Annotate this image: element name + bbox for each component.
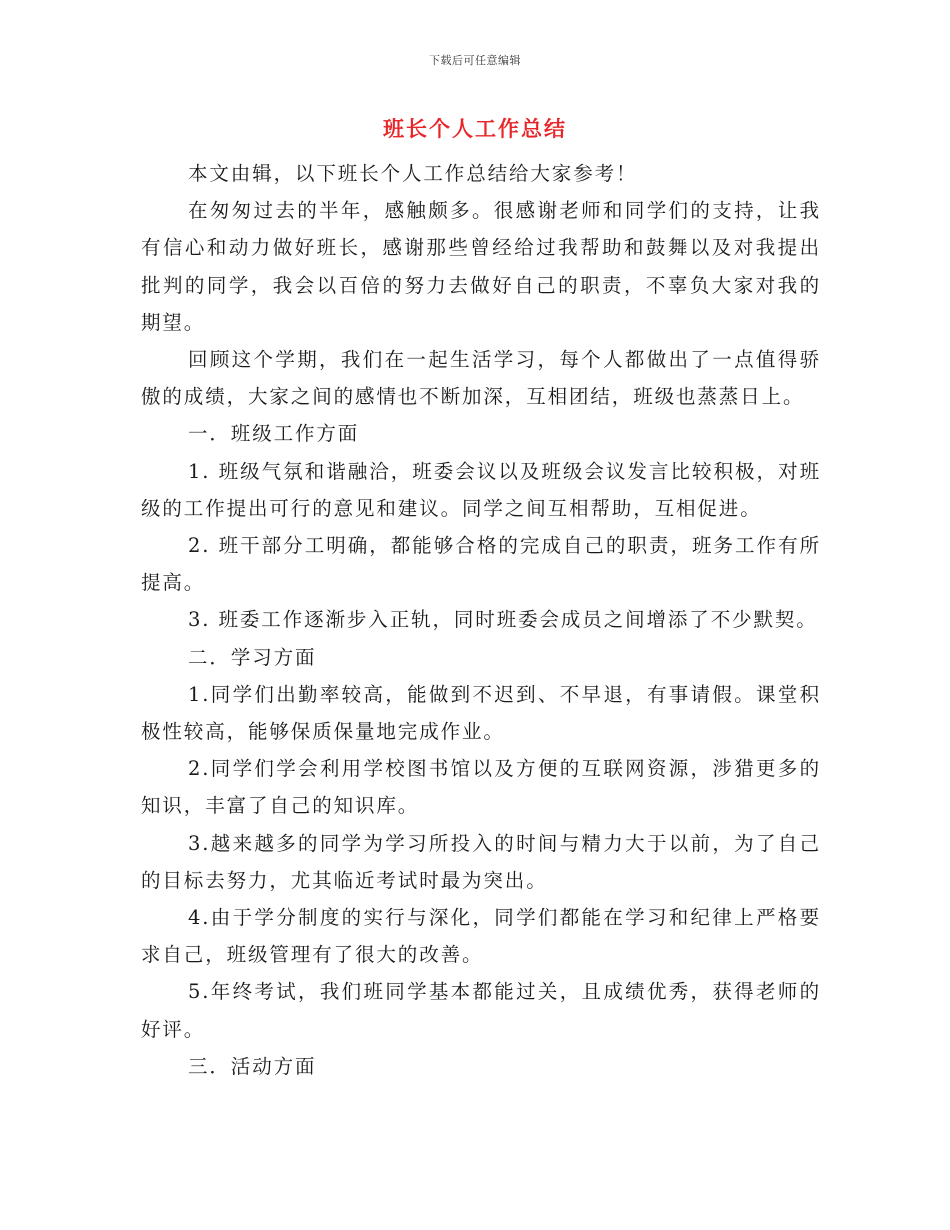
list-item: 1.同学们出勤率较高，能做到不迟到、不早退，有事请假。课堂积极性较高，能够保质保量地完成作业。 (141, 682, 821, 744)
section-heading: 一．班级工作方面 (188, 422, 360, 446)
paragraph: 在匆匆过去的半年，感触颇多。很感谢老师和同学们的支持，让我有信心和动力做好班长，感谢那些曾经给过我帮助和鼓舞以及对我提出批判的同学，我会以百倍的努力去做好自己的职责，不辜负大家对我的期望。 (141, 199, 821, 334)
list-item: 5.年终考试，我们班同学基本都能过关，且成绩优秀，获得老师的好评。 (141, 980, 821, 1041)
list-item: 3. 班委工作逐渐步入正轨，同时班委会成员之间增添了不少默契。 (188, 608, 818, 632)
paragraph-intro: 本文由辑，以下班长个人工作总结给大家参考！ (188, 162, 638, 185)
list-item: 3.越来越多的同学为学习所投入的时间与精力大于以前，为了自己的目标去努力，尤其临近考试时最为突出。 (141, 831, 821, 892)
header-note: 下载后可任意编辑 (429, 54, 521, 67)
list-item: 1. 班级气氛和谐融洽，班委会议以及班级会议发言比较积极，对班级的工作提出可行的意见和建议。同学之间互相帮助，互相促进。 (141, 459, 821, 520)
list-item: 2.同学们学会利用学校图书馆以及方便的互联网资源，涉猎更多的知识，丰富了自己的知识库。 (141, 757, 821, 818)
document-body (141, 155, 821, 1085)
list-item: 4.由于学分制度的实行与深化，同学们都能在学习和纪律上严格要求自己，班级管理有了很大的改善。 (141, 906, 821, 967)
section-heading: 二．学习方面 (188, 645, 317, 669)
document-title: 班长个人工作总结 (383, 116, 567, 141)
section-heading: 三．活动方面 (188, 1054, 317, 1078)
paragraph: 回顾这个学期，我们在一起生活学习，每个人都做出了一点值得骄傲的成绩，大家之间的感情也不断加深，互相团结，班级也蒸蒸日上。 (141, 348, 821, 409)
list-item: 2. 班干部分工明确，都能够合格的完成自己的职责，班务工作有所提高。 (141, 534, 821, 595)
